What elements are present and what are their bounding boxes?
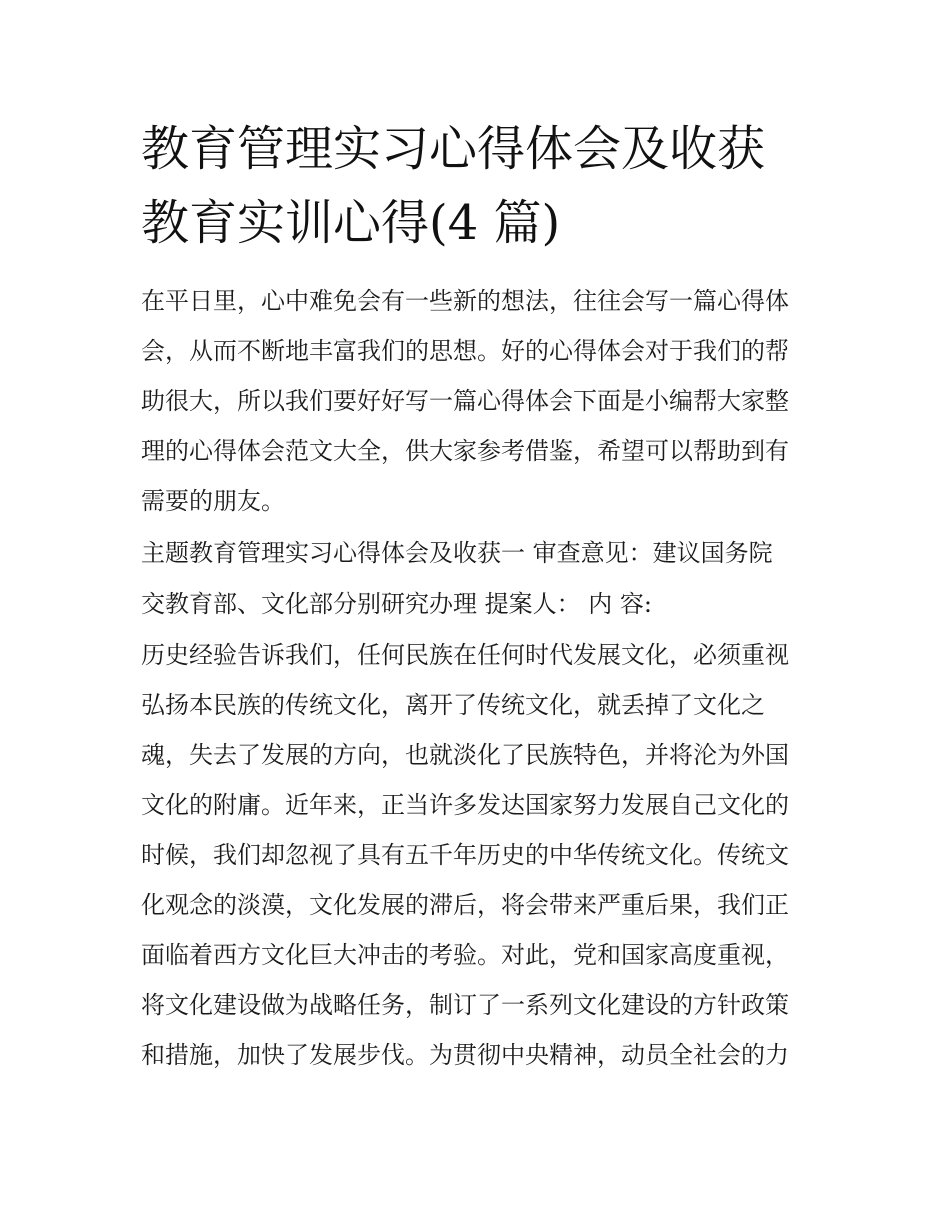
body-text-line: 弘扬本民族的传统文化，离开了传统文化，就丢掉了文化之 <box>141 691 765 719</box>
body-text-line: 将文化建设做为战略任务，制订了一系列文化建设的方针政策 <box>141 991 789 1019</box>
body-text-line: 助很大，所以我们要好好写一篇心得体会下面是小编帮大家整 <box>141 387 789 415</box>
body-text-line: 魂，失去了发展的方向，也就淡化了民族特色，并将沦为外国 <box>141 741 789 769</box>
document-title-line-2: 教育实训心得(4 篇) <box>141 195 561 251</box>
body-text-line: 时候，我们却忽视了具有五千年历史的中华传统文化。传统文 <box>141 841 789 869</box>
body-text-line: 交教育部、文化部分别研究办理 提案人： 内 容: <box>141 590 652 618</box>
body-text-line: 需要的朋友。 <box>141 487 285 515</box>
body-text-line: 理的心得体会范文大全，供大家参考借鉴，希望可以帮助到有 <box>141 437 789 465</box>
body-text-line: 和措施，加快了发展步伐。为贯彻中央精神，动员全社会的力 <box>141 1041 789 1069</box>
body-text-line: 历史经验告诉我们，任何民族在任何时代发展文化，必须重视 <box>141 641 789 669</box>
body-text-line: 主题教育管理实习心得体会及收获一 审查意见：建议国务院 <box>141 539 773 567</box>
body-text-line: 在平日里，心中难免会有一些新的想法，往往会写一篇心得体 <box>141 287 789 315</box>
document-title-line-1: 教育管理实习心得体会及收获 <box>141 121 766 177</box>
body-text-line: 化观念的淡漠，文化发展的滞后，将会带来严重后果，我们正 <box>141 891 789 919</box>
body-text-line: 文化的附庸。近年来，正当许多发达国家努力发展自己文化的 <box>141 791 789 819</box>
body-text-line: 会，从而不断地丰富我们的思想。好的心得体会对于我们的帮 <box>141 337 789 365</box>
body-text-line: 面临着西方文化巨大冲击的考验。对此，党和国家高度重视， <box>141 941 789 969</box>
